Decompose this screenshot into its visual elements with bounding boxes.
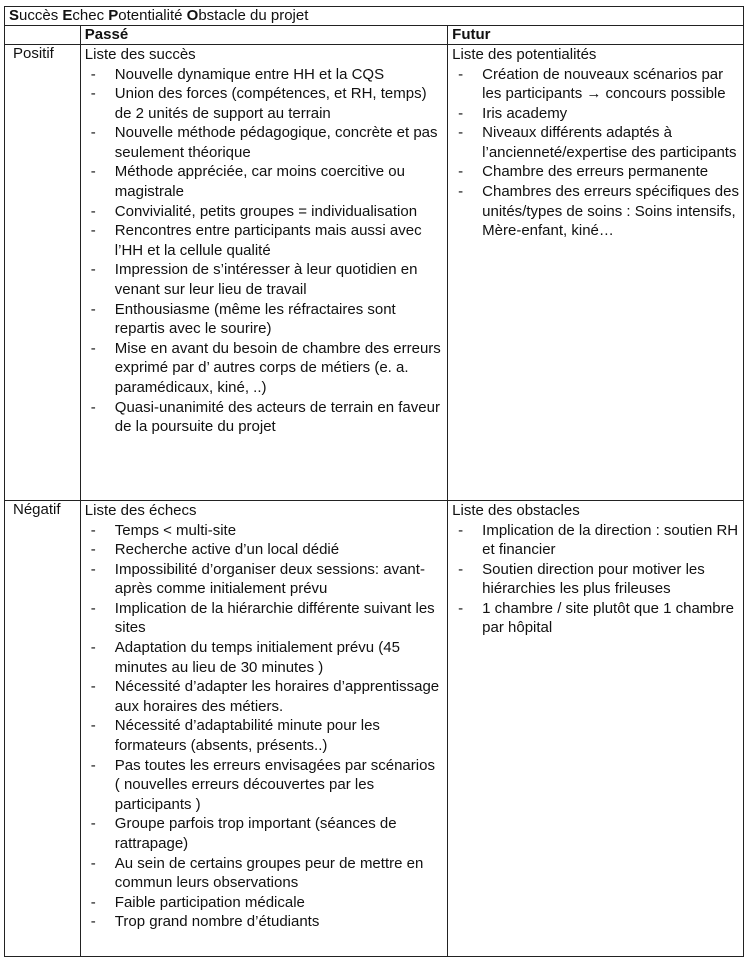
list-item-text: Recherche active d’un local dédié [114, 541, 340, 559]
list-item [85, 398, 443, 437]
list-item-text: Chambres des erreurs spécifiques des unités/types de soins : Soins intensifs, Mère-enfant, kiné… [482, 183, 739, 240]
list-item-text: Impossibilité d’organiser deux sessions: avant-après comme initialement prévu [114, 560, 425, 598]
dash-bullet: - [90, 202, 96, 220]
dash-bullet: - [90, 854, 96, 872]
document-page [4, 6, 744, 957]
dash-bullet: - [90, 222, 96, 240]
dash-bullet: - [90, 678, 96, 696]
seps-table [4, 6, 744, 957]
list-item-text: Trop grand nombre d’étudiants [114, 913, 320, 931]
list-item-text: Pas toutes les erreurs envisagées par scénarios ( nouvelles erreurs découvertes par les participants ) [114, 756, 435, 813]
list-item-text: Méthode appréciée, car moins coercitive ou magistrale [114, 163, 405, 201]
list-item [452, 104, 739, 124]
list-item [85, 221, 443, 260]
dash-bullet: - [458, 599, 464, 617]
list-item [85, 716, 443, 755]
dash-bullet: - [90, 541, 96, 559]
list-item-text: Union des forces (compétences, et RH, temps) de 2 unités de support au terrain [114, 85, 427, 122]
list-item-text: Mise en avant du besoin de chambre des erreurs exprimé par d’ autres corps de métiers (e. a. paramédicaux, kiné, ..) [114, 339, 441, 396]
dash-bullet: - [458, 560, 464, 578]
dash-bullet: - [458, 65, 464, 83]
list-item-text: Groupe parfois trop important (séances de rattrapage) [114, 815, 397, 852]
potentialities-heading: Liste des potentialités [452, 46, 597, 63]
cell-positive-past [80, 45, 447, 501]
dash-bullet: - [458, 183, 464, 201]
column-header-past: Passé [80, 26, 447, 45]
list-item [85, 893, 443, 913]
list-item-text: Adaptation du temps initialement prévu (45 minutes au lieu de 30 minutes ) [114, 639, 400, 676]
list-item-text: Rencontres entre participants mais aussi avec l’HH et la cellule qualité [114, 222, 422, 259]
list-item [85, 123, 443, 162]
list-item [85, 162, 443, 201]
list-item-text: Nouvelle dynamique entre HH et la CQS [114, 65, 385, 83]
list-item-text: 1 chambre / site plutôt que 1 chambre par hôpital [482, 599, 734, 637]
column-header-future: Futur [448, 26, 744, 45]
dash-bullet: - [458, 163, 464, 181]
cell-negative-future [448, 501, 744, 957]
dash-bullet: - [90, 124, 96, 142]
dash-bullet: - [90, 261, 96, 279]
list-item [85, 300, 443, 339]
corner-cell [5, 26, 81, 45]
list-item [452, 599, 739, 638]
title-rest-e: chec [72, 7, 109, 24]
row-label-negative: Négatif [5, 501, 81, 957]
title-initial-s: S [9, 7, 20, 24]
list-item [452, 182, 739, 241]
dash-bullet: - [90, 560, 96, 578]
dash-bullet: - [458, 521, 464, 539]
list-item-text: Faible participation médicale [114, 893, 305, 911]
dash-bullet: - [90, 599, 96, 617]
list-item [85, 521, 443, 541]
list-item [85, 84, 443, 123]
list-item-text: Soutien direction pour motiver les hiérarchies les plus frileuses [482, 560, 705, 598]
row-label-positive: Positif [5, 45, 81, 501]
list-item-text: Implication de la direction : soutien RH et financier [482, 521, 739, 559]
obstacles-list [452, 521, 739, 639]
obstacles-heading: Liste des obstacles [452, 502, 580, 519]
title-initial-o: O [186, 7, 199, 24]
list-item [85, 560, 443, 599]
list-item [85, 854, 443, 893]
list-item [452, 560, 739, 599]
list-item [85, 912, 443, 932]
list-item-text: Temps < multi-site [114, 521, 237, 539]
potentialities-list [452, 65, 739, 241]
dash-bullet: - [90, 756, 96, 774]
list-item [85, 540, 443, 560]
list-item-text: Nécessité d’adaptabilité minute pour les formateurs (absents, présents..) [114, 717, 380, 755]
title-rest-o: bstacle du projet [198, 7, 309, 24]
list-item [452, 65, 739, 104]
list-item-text: Au sein de certains groupes peur de mettre en commun leurs observations [114, 854, 424, 892]
dash-bullet: - [90, 65, 96, 83]
list-item-text: Niveaux différents adaptés à l’ancienneté/expertise des participants [482, 124, 737, 161]
list-item-text: Iris academy [482, 104, 568, 122]
dash-bullet: - [90, 639, 96, 657]
failures-list [85, 521, 443, 932]
dash-bullet: - [90, 521, 96, 539]
list-item-text: Quasi-unanimité des acteurs de terrain en faveur de la poursuite du projet [114, 398, 440, 436]
title-initial-e: E [62, 7, 73, 24]
list-item-text: Convivialité, petits groupes = individualisation [114, 202, 418, 220]
list-item-text: Chambre des erreurs permanente [482, 163, 709, 181]
dash-bullet: - [458, 104, 464, 122]
list-item-text: Création de nouveaux scénarios par les participants → concours possible [482, 65, 726, 103]
cell-negative-past [80, 501, 447, 957]
list-item-text: Nouvelle méthode pédagogique, concrète et pas seulement théorique [114, 124, 438, 161]
successes-list [85, 65, 443, 437]
list-item [85, 202, 443, 222]
dash-bullet: - [90, 893, 96, 911]
successes-heading: Liste des succès [84, 46, 196, 63]
list-item [85, 756, 443, 815]
list-item [85, 599, 443, 638]
list-item [85, 677, 443, 716]
list-item-text: Nécessité d’adapter les horaires d’apprentissage aux horaires des métiers. [114, 678, 440, 715]
list-item-text: Impression de s’intéresser à leur quotidien en venant sur leur lieu de travail [114, 261, 418, 299]
dash-bullet: - [90, 717, 96, 735]
list-item [85, 814, 443, 853]
cell-positive-future [448, 45, 744, 501]
list-item [452, 162, 739, 182]
dash-bullet: - [458, 124, 464, 142]
dash-bullet: - [90, 339, 96, 357]
dash-bullet: - [90, 163, 96, 181]
title-rest-s: uccès [19, 7, 63, 24]
list-item [85, 339, 443, 398]
table-title [5, 7, 744, 26]
title-initial-p: P [108, 7, 119, 24]
title-rest-p: otentialité [118, 7, 187, 24]
dash-bullet: - [90, 398, 96, 416]
dash-bullet: - [90, 85, 96, 103]
list-item [452, 123, 739, 162]
list-item [452, 521, 739, 560]
list-item [85, 260, 443, 299]
failures-heading: Liste des échecs [84, 502, 197, 519]
dash-bullet: - [90, 815, 96, 833]
list-item-text: Enthousiasme (même les réfractaires sont repartis avec le sourire) [114, 300, 396, 338]
dash-bullet: - [90, 300, 96, 318]
list-item [85, 638, 443, 677]
list-item-text: Implication de la hiérarchie différente suivant les sites [114, 599, 435, 637]
list-item [85, 65, 443, 85]
dash-bullet: - [90, 913, 96, 931]
